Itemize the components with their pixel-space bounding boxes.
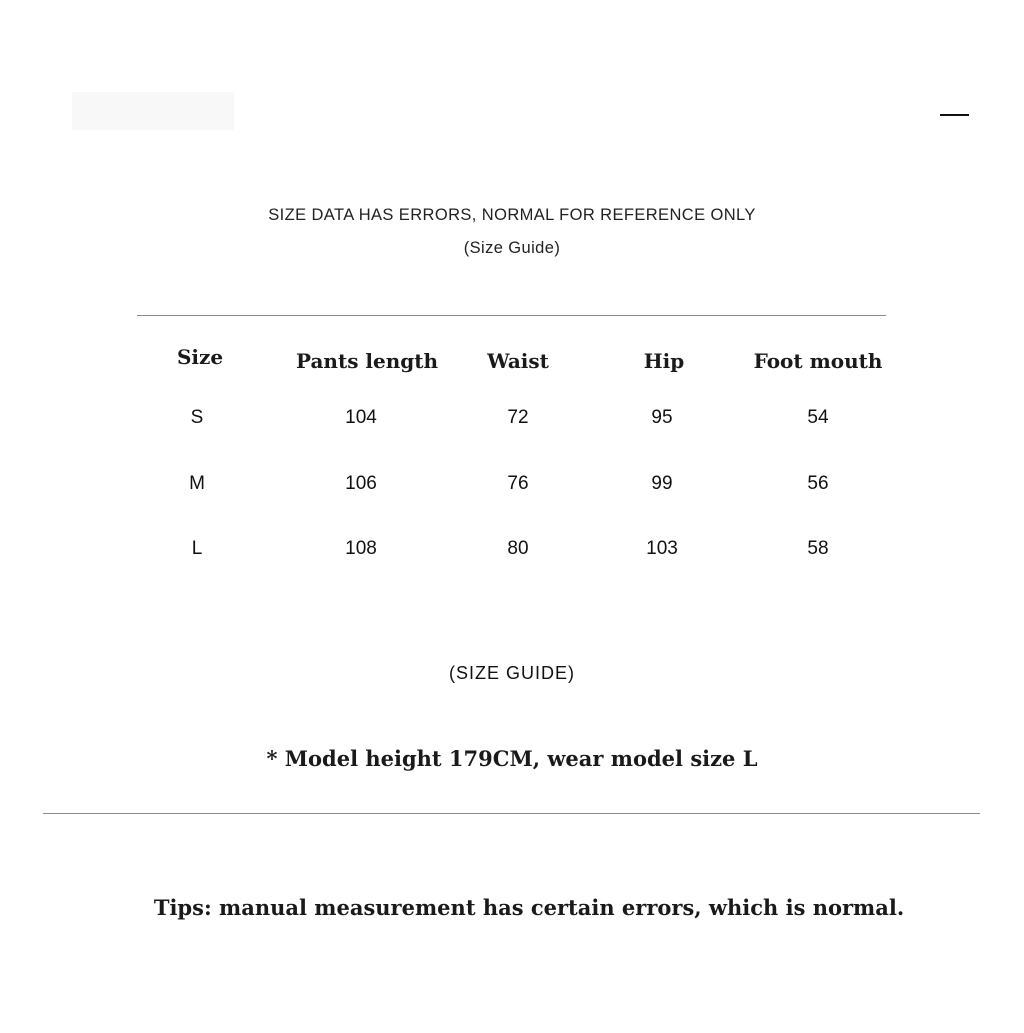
table-cell: 104 <box>345 407 377 428</box>
footer-divider <box>43 813 980 814</box>
column-header-waist: Waist <box>487 349 549 373</box>
table-cell: 108 <box>345 538 377 559</box>
table-cell: 76 <box>507 473 529 494</box>
dash-mark <box>940 114 969 116</box>
size-guide-subtitle: (Size Guide) <box>463 239 561 257</box>
table-cell: 54 <box>807 407 829 428</box>
column-header-foot-mouth: Foot mouth <box>753 349 883 373</box>
size-guide-label: (SIZE GUIDE) <box>448 663 575 683</box>
table-cell: 80 <box>507 538 529 559</box>
table-cell: L <box>191 538 203 559</box>
table-cell: S <box>190 407 204 428</box>
table-cell: 58 <box>807 538 829 559</box>
column-header-hip: Hip <box>643 349 685 373</box>
table-cell: 56 <box>807 473 829 494</box>
table-cell: 103 <box>646 538 678 559</box>
column-header-pants-length: Pants length <box>295 349 439 373</box>
table-cell: M <box>189 473 205 494</box>
table-top-divider <box>137 315 886 316</box>
measurement-tips: Tips: manual measurement has certain errors, which is normal. <box>153 895 905 920</box>
faint-logo-area <box>72 92 234 130</box>
size-notice: SIZE DATA HAS ERRORS, NORMAL FOR REFERENCE ONLY <box>268 206 756 224</box>
table-cell: 106 <box>345 473 377 494</box>
table-cell: 72 <box>507 407 529 428</box>
model-note: * Model height 179CM, wear model size L <box>266 746 758 771</box>
table-cell: 95 <box>651 407 673 428</box>
column-header-size: Size <box>176 345 224 369</box>
table-cell: 99 <box>651 473 673 494</box>
